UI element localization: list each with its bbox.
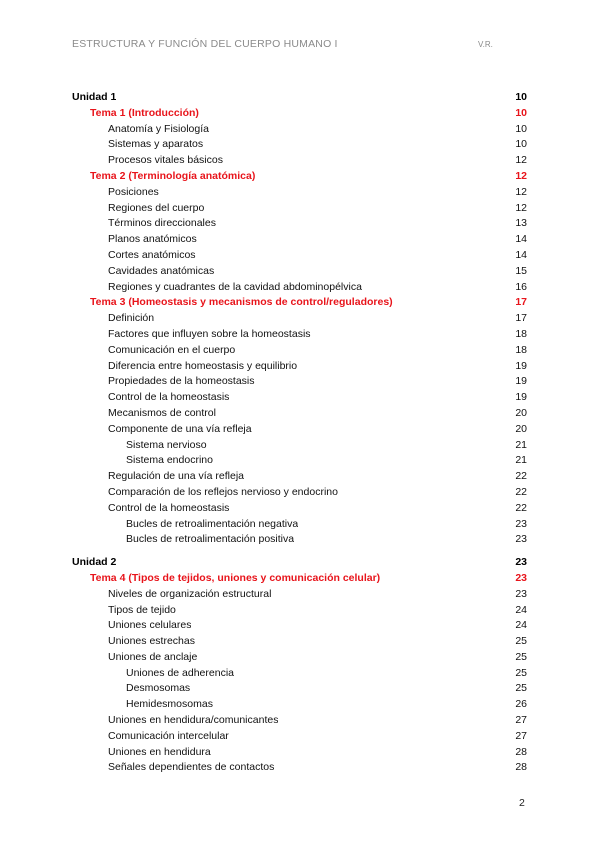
- toc-entry-page: 12: [515, 169, 527, 182]
- toc-entry-label: Componente de una vía refleja: [108, 422, 252, 435]
- toc-entry-l2[interactable]: [72, 501, 527, 517]
- toc-entry-page: 24: [515, 619, 527, 632]
- toc-entry-l2[interactable]: [72, 201, 527, 217]
- toc-entry-label: Uniones en hendidura: [108, 745, 211, 758]
- toc-entry-page: 13: [515, 217, 527, 230]
- toc-entry-l2[interactable]: [72, 232, 527, 248]
- toc-entry-page: 17: [515, 312, 527, 325]
- toc-entry-l2[interactable]: [72, 713, 527, 729]
- toc-entry-label: Uniones en hendidura/comunicantes: [108, 714, 279, 727]
- toc-entry-tema[interactable]: [72, 106, 527, 122]
- toc-entry-l2[interactable]: [72, 327, 527, 343]
- toc-entry-l2[interactable]: [72, 422, 527, 438]
- toc-entry-label: Comunicación intercelular: [108, 729, 229, 742]
- toc-entry-l2[interactable]: [72, 760, 527, 776]
- toc-entry-label: Mecanismos de control: [108, 406, 216, 419]
- toc-entry-l2[interactable]: [72, 745, 527, 761]
- toc-entry-tema[interactable]: [72, 295, 527, 311]
- toc-entry-page: 10: [515, 91, 527, 103]
- toc-entry-page: 14: [515, 248, 527, 261]
- toc-entry-l2[interactable]: [72, 248, 527, 264]
- toc-entry-page: 26: [515, 698, 527, 711]
- toc-entry-l2[interactable]: [72, 469, 527, 485]
- toc-entry-page: 28: [515, 761, 527, 774]
- toc-entry-page: 28: [515, 745, 527, 758]
- toc-entry-page: 18: [515, 327, 527, 340]
- toc-entry-page: 23: [515, 517, 527, 530]
- toc-entry-label: Tipos de tejido: [108, 603, 176, 616]
- toc-entry-label: Bucles de retroalimentación negativa: [126, 517, 299, 530]
- toc-entry-label: Unidad 2: [72, 556, 117, 569]
- toc-entry-label: Regiones y cuadrantes de la cavidad abdominopélvica: [108, 280, 362, 293]
- section-gap: [72, 548, 527, 555]
- toc-entry-label: Control de la homeostasis: [108, 391, 230, 404]
- toc-entry-l2[interactable]: [72, 185, 527, 201]
- toc-entry-label: Sistemas y aparatos: [108, 138, 204, 151]
- toc-entry-label: Comparación de los reflejos nervioso y endocrino: [108, 485, 338, 498]
- toc-entry-l2[interactable]: [72, 122, 527, 138]
- toc-entry-l3[interactable]: [72, 453, 527, 469]
- toc-entry-page: 22: [515, 501, 527, 514]
- toc-entry-label: Sistema nervioso: [126, 438, 207, 451]
- toc-entry-label: Uniones de anclaje: [108, 650, 198, 663]
- toc-entry-l2[interactable]: [72, 634, 527, 650]
- toc-entry-page: 19: [515, 391, 527, 404]
- toc-entry-label: Regulación de una vía refleja: [108, 470, 245, 483]
- toc-entry-label: Sistema endocrino: [126, 454, 213, 467]
- toc-entry-label: Control de la homeostasis: [108, 501, 230, 514]
- toc-entry-page: 23: [515, 571, 527, 584]
- toc-entry-label: Cavidades anatómicas: [108, 264, 215, 277]
- toc-entry-l2[interactable]: [72, 311, 527, 327]
- toc-entry-unit[interactable]: [72, 555, 527, 571]
- toc-entry-l2[interactable]: [72, 650, 527, 666]
- toc-entry-label: Tema 1 (Introducción): [90, 106, 199, 119]
- toc-entry-page: 21: [515, 438, 527, 451]
- toc-entry-page: 23: [515, 587, 527, 600]
- toc-entry-label: Uniones de adherencia: [126, 666, 234, 679]
- toc-entry-page: 25: [515, 635, 527, 648]
- toc-entry-label: Cortes anatómicos: [108, 248, 196, 261]
- toc-entry-label: Comunicación en el cuerpo: [108, 343, 236, 356]
- toc-entry-page: 10: [515, 122, 527, 135]
- toc-entry-page: 19: [515, 375, 527, 388]
- toc-entry-l3[interactable]: [72, 438, 527, 454]
- toc-entry-page: 10: [515, 106, 527, 119]
- toc-entry-label: Bucles de retroalimentación positiva: [126, 533, 295, 546]
- toc-entry-l3[interactable]: [72, 517, 527, 533]
- toc-entry-label: Tema 2 (Terminología anatómica): [90, 169, 256, 182]
- toc-entry-label: Procesos vitales básicos: [108, 154, 223, 167]
- toc-entry-page: 23: [515, 556, 527, 569]
- toc-entry-l3[interactable]: [72, 532, 527, 548]
- toc-entry-page: 15: [515, 264, 527, 277]
- toc-entry-label: Diferencia entre homeostasis y equilibrio: [108, 359, 298, 372]
- toc-entry-page: 12: [515, 201, 527, 214]
- toc-entry-page: 20: [515, 406, 527, 419]
- toc-entry-page: 24: [515, 603, 527, 616]
- toc-entry-page: 27: [515, 729, 527, 742]
- toc-entry-label: Tema 4 (Tipos de tejidos, uniones y comunicación celular): [90, 571, 381, 584]
- toc-entry-label: Posiciones: [108, 185, 159, 198]
- toc-entry-label: Señales dependientes de contactos: [108, 761, 275, 774]
- header-title: ESTRUCTURA Y FUNCIÓN DEL CUERPO HUMANO I: [72, 38, 338, 50]
- toc-entry-label: Niveles de organización estructural: [108, 587, 272, 600]
- toc-entry-page: 17: [515, 296, 527, 309]
- toc-entry-label: Factores que influyen sobre la homeostasis: [108, 327, 311, 340]
- toc-entry-l2[interactable]: [72, 485, 527, 501]
- toc-entry-page: 20: [515, 422, 527, 435]
- toc-entry-page: 18: [515, 343, 527, 356]
- toc-entry-page: 22: [515, 470, 527, 483]
- toc-entry-l3[interactable]: [72, 666, 527, 682]
- toc-entry-l2[interactable]: [72, 359, 527, 375]
- toc-entry-l2[interactable]: [72, 603, 527, 619]
- toc-entry-l2[interactable]: [72, 216, 527, 232]
- toc-entry-label: Términos direccionales: [108, 217, 216, 230]
- toc-entry-page: 27: [515, 714, 527, 727]
- toc-entry-label: Planos anatómicos: [108, 233, 197, 246]
- page-number: 2: [519, 797, 525, 809]
- toc-entry-tema[interactable]: [72, 169, 527, 185]
- toc-entry-label: Uniones estrechas: [108, 635, 195, 648]
- toc-entry-l2[interactable]: [72, 406, 527, 422]
- toc-entry-label: Unidad 1: [72, 91, 117, 103]
- toc-entry-page: 21: [515, 454, 527, 467]
- toc-entry-l2[interactable]: [72, 264, 527, 280]
- toc-entry-page: 14: [515, 233, 527, 246]
- toc-entry-l2[interactable]: [72, 587, 527, 603]
- toc-entry-page: 25: [515, 650, 527, 663]
- toc-entry-l2[interactable]: [72, 618, 527, 634]
- toc-entry-page: 25: [515, 666, 527, 679]
- toc-entry-label: Desmosomas: [126, 682, 191, 695]
- toc-entry-label: Propiedades de la homeostasis: [108, 375, 255, 388]
- toc-entry-l2[interactable]: [72, 280, 527, 296]
- toc-entry-label: Hemidesmosomas: [126, 698, 213, 711]
- toc-entry-page: 12: [515, 185, 527, 198]
- toc-entry-l3[interactable]: [72, 697, 527, 713]
- toc-entry-l2[interactable]: [72, 137, 527, 153]
- toc-entry-label: Uniones celulares: [108, 619, 192, 632]
- toc-entry-unit[interactable]: [72, 90, 527, 106]
- toc-entry-tema[interactable]: [72, 571, 527, 587]
- table-of-contents: [72, 90, 527, 776]
- toc-entry-label: Definición: [108, 312, 155, 325]
- toc-entry-l2[interactable]: [72, 390, 527, 406]
- toc-entry-l2[interactable]: [72, 374, 527, 390]
- toc-entry-page: 12: [515, 154, 527, 167]
- toc-entry-page: 19: [515, 359, 527, 372]
- header-initials: V.R.: [478, 40, 493, 49]
- toc-entry-page: 10: [515, 138, 527, 151]
- toc-entry-label: Tema 3 (Homeostasis y mecanismos de control/reguladores): [90, 296, 393, 309]
- toc-entry-label: Anatomía y Fisiología: [108, 122, 209, 135]
- toc-entry-l3[interactable]: [72, 681, 527, 697]
- toc-entry-page: 23: [515, 533, 527, 546]
- toc-entry-label: Regiones del cuerpo: [108, 201, 205, 214]
- toc-entry-page: 16: [515, 280, 527, 293]
- toc-entry-l2[interactable]: [72, 343, 527, 359]
- toc-entry-l2[interactable]: [72, 729, 527, 745]
- toc-entry-page: 22: [515, 485, 527, 498]
- toc-entry-page: 25: [515, 682, 527, 695]
- toc-entry-l2[interactable]: [72, 153, 527, 169]
